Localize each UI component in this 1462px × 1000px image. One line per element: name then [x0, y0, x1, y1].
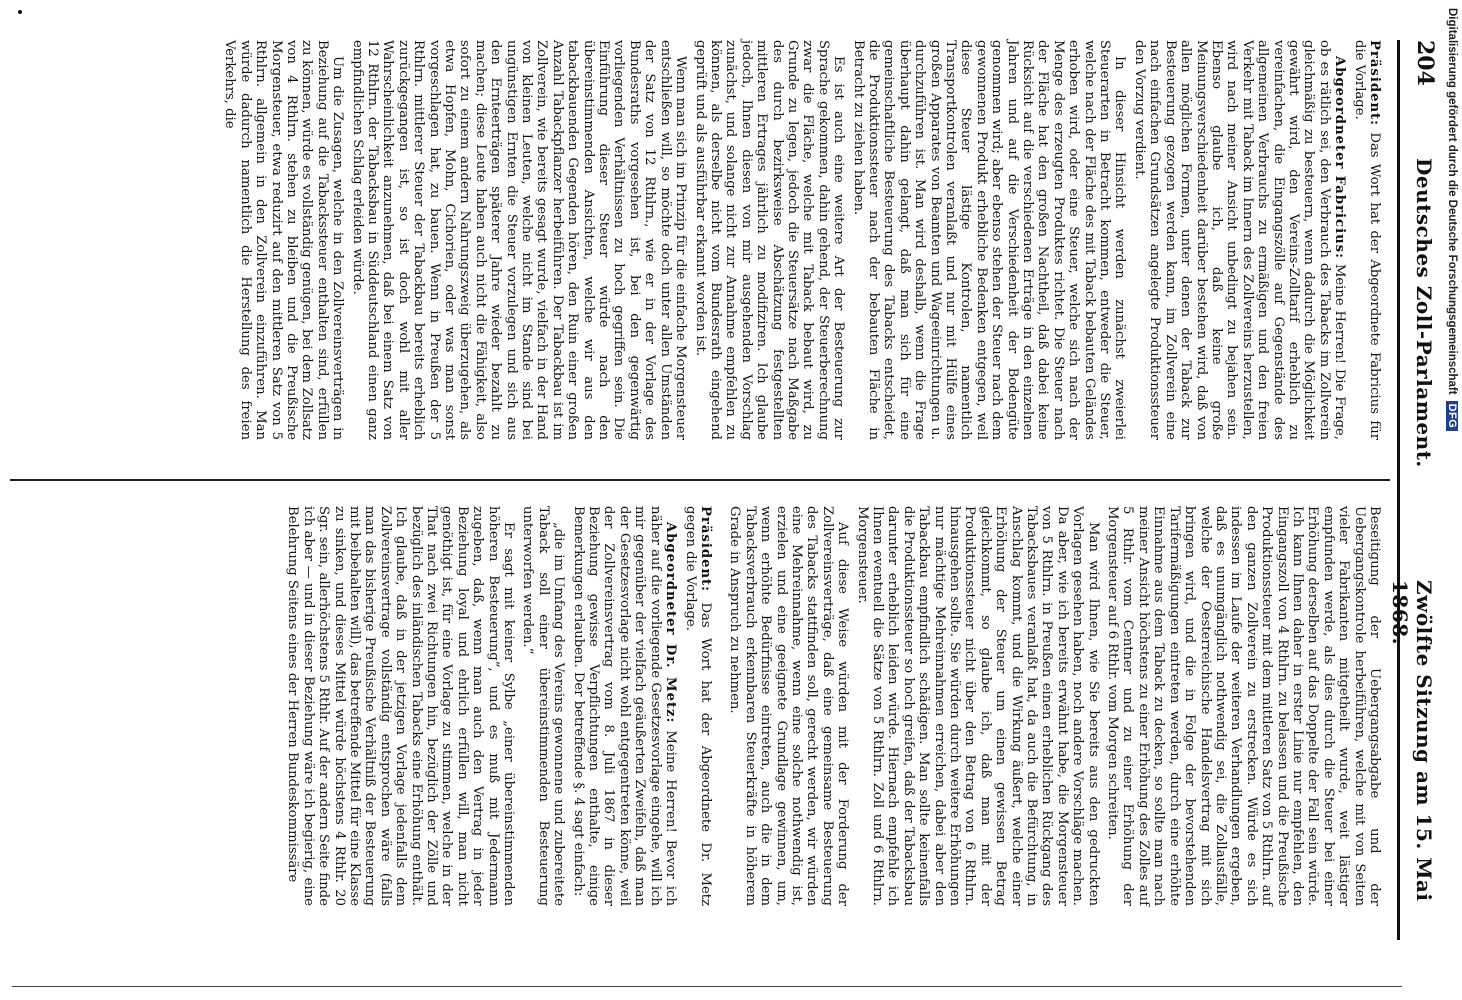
paragraph-text: Beseitigung der Uebergangsabgabe und der Uebergangskontrole herbeiführen, welche mit von Seiten vieler Fabrikanten mitgetheilt wurde, weit lästiger empfunden werde, als dies durch die Steuer bei einer Erhöhung derselben auf das Doppelte der Fall sein würde. Ich kann Ihnen daher in erster Linie nur empfehlen, den Eingangszoll von 4 Rthlrn. zu belassen und die Preußische Produktionssteuer mit dem mittleren Satz von 5 Rthlrn. auf den ganzen Zollverein zu erstrecken. Würde es sich indessen im Laufe der weiteren Verhandlungen ergeben, daß es unumgänglich nothwendig sei, die Zollausfälle, welche der Oesterreichische Handelsvertrag mit sich bringen wird, und die in Folge der bevorstehenden Tarifermäßigungen eintreten werden, durch eine erhöhte Einnahme aus dem Taback zu decken, so sollte man nach meiner Ansicht höchstens zu einer Erhöhung des Zolles auf 5 Rthlr. vom Centner und zu einer Erhöhung der Morgensteuer auf 6 Rthlr. vom Morgen schreiten.: [1105, 506, 1382, 906]
paragraph: [692, 40, 846, 440]
publication-title: Deutsches Zoll-Parlament.: [1412, 158, 1436, 468]
paragraph-text: Wenn man sich im Prinzip für die einfache Morgensteuer entschließen will, so möchte doch unter allen Umständen der Satz von 12 Rthlrn., wie er in der Vorlage des Bundesraths vorgesehen ist, bei den gegenwärtig vorliegenden Verhältnissen zu hoch gegriffen sein. Die Einführung dieser Steuer würde nach den übereinstimmenden Ansichten, welche wir aus den tabackbauenden Gegenden hören, den Ruin einer großen Anzahl Tabackpflanzer herbeiführen. Der Tabackbau ist im Zollverein, wie bereits gesagt wurde, vielfach in der Hand von kleinen Leuten, welche nicht im Stande sind bei ungünstigen Ernten die Steuer vorzulegen und sich aus den Ernteerträgen späterer Jahre wieder bezahlt zu machen; diese Leute haben auch nicht die Fähigkeit, also sofort zu einem andern Nahrungszweig überzugehen, als etwa Hopfen, Mohn, Cichorien, oder was man sonst vorgeschlagen hat, zu bauen. Wenn in Preußen der 5 Rthlrn. mittlerer Steuer der Tabackbau bereits erheblich zurückgegangen ist, so ist doch wohl mit aller Wahrscheinlichkeit anzunehmen, daß bei einem Satz von 12 Rthlrn. der Tabacksbau in Süddeutschland einen ganz empfindlichen Schlag erleiden würde.: [349, 40, 689, 440]
left-text-column: [218, 40, 1382, 440]
paragraph-text: Man wird Ihnen, wie Sie bereits aus den gedruckten Vorlagen gesehen haben, noch andere Vorschläge machen. Da aber, wie ich bereits erwähnt habe, die Morgensteuer von 5 Rthlrn. in Preußen einen erheblichen Rückgang des Tabacksbaues veranlaßt hat, da auch die Befürchtung, in Anschlag kommt, und die Wirkung äußert, welche einer Erhöhung der Steuer um einen gewissen Betrag gleichkommt, so glaube ich, daß man mit der Produktionssteuer nicht über den Betrag von 6 Rthlrn. hinausgehen sollte. Sie würden durch weitere Erhöhungen nur mächtige Mehreinnahmen erreichen, dabei aber den Tabackbau empfindlich schädigen. Man sollte keinenfalls die Produktionssteuer so hoch greifen, daß der Tabacksbau darunter erheblich leiden würde. Hiernach empfehle ich Ihnen eventuell die Sätze von 5 Rthlrn. Zoll und 6 Rthlrn. Morgensteuer.: [854, 506, 1101, 906]
paragraph: [1132, 40, 1348, 440]
paragraph: [1105, 506, 1382, 906]
paragraph: [222, 40, 345, 440]
speaker-name: Abgeordneter Dr. Metz:: [663, 522, 679, 724]
paragraph-text: Meine Herren! Die Frage, ob es rätlich sei, den Verbrauch des Tabacks im Zollverein gleichmäßig zu besteuern, wenn dadurch die Möglichkeit gewährt wird, den Vereins-Zolltarif erheblich zu vereinfachen, die Eingangszölle auf Gegenstände des allgemeinen Verbrauchs zu ermäßigen und den freien Verkehr mit Taback im Innern des Zollvereins herzustellen, wird nach meiner Ansicht unbedingt zu bejahen sein. Ebenso glaube ich, daß keine große Meinungsverschiedenheit darüber bestehen wird, daß von allen möglichen Formen, unter denen der Taback zur Besteuerung gezogen werden kann, im Zollverein eine nach einfachen Grundsätzen angelegte Produktionssteuer den Vorzug verdient.: [1131, 40, 1348, 441]
quoted-text: „die im Umfang des Vereins gewonnene und zubereitete Taback soll einer übereinstimmenden Besteuerung unterworfen werden.“: [520, 506, 567, 906]
column-divider: [10, 479, 1390, 481]
right-text-column: [281, 506, 1382, 906]
paragraph-text: In dieser Hinsicht werden zunächst zweierlei Steuerarten in Betracht kommen, entweder die Steuer, welche nach der Fläche des mit Taback bebauten Geländes erhoben wird, oder eine Steuer, welche sich nach der Menge des erzeugten Produktes richtet. Die Steuer nach der Fläche hat den großen Nachtheil, daß dabei keine Rücksicht auf die verschiedenen Erträge in den einzelnen Jahren und auf die Verschiedenheit der Bodengüte genommen wird; aber ebenso stehen der Steuer nach dem gewonnenen Produkt erhebliche Bedenken entgegen, weil diese Steuer lästige Kontrolen, namentlich Transportkontrolen veranlaßt und nur mit Hülfe eines großen Apparates von Beamten und Wageeinrichtungen u. durchzuführen ist. Man wird deshalb, wenn die Frage überhaupt dahin gelangt, daß man sich für eine gemeinschaftliche Besteuerung des Tabacks entscheidet, die Produktionssteuer nach der bebauten Fläche in Betracht zu ziehen haben.: [850, 40, 1128, 440]
paragraph: [349, 40, 688, 440]
paragraph-text: Meine Herren! Bevor ich näher auf die vorliegende Gesetzesvorlage eingehe, will ich mir gegenüber der vielfach geäußerten Zweifeln, daß man der Gesetzesvorlage nicht wohl entgegentreten könne, weil der Zollvereinsvertrag vom 8. Juli 1867 in dieser Beziehung gewisse Verpflichtungen enthalte, einige Bemerkungen erlauben. Der betreffende §. 4 sagt einfach:: [570, 506, 679, 906]
paragraph: [1351, 40, 1382, 440]
paragraph: [285, 506, 516, 906]
credit-text: Digitalisierung gefördert durch die Deutsche Forschungsgemeinschaft: [1446, 8, 1458, 395]
paragraph-text: Auf diese Weise würden mit der Forderung der Zollvereinsverträge, daß eine gemeinsame Besteuerung des Tabacks stattfinden soll, gerecht werden, wir würden eine Mehreinnahme, wenn eine solche nothwendig ist, erzielen und eine geeignete Grundlage gewinnen, um, wenn erhöhte Bedürfnisse eintreten, auch die in dem Tabacksverbrauch erkennbaren Steuerkräfte in höherem Grade in Anspruch zu nehmen.: [727, 506, 851, 906]
paragraph: [570, 506, 678, 906]
paragraph-text: Es ist auch eine weitere Art der Besteuerung zur Sprache gekommen, dahin gehend, der Steuerberechnung zwar die Fläche, welche mit Taback bebaut wird, zu Grunde zu legen, jedoch die Steuersätze nach Maßgabe des durch bezirksweise Abschätzung festgestellten mittleren Ertrages jährlich zu modifiziren. Ich glaube jedoch, Ihnen diesen von mir ausgehenden Vorschlag zunächst, und solange nicht zur Annahme empfehlen zu können, als derselbe nicht vom Bundesrath eingehend geprüft und als ausführbar erkannt worden ist.: [692, 40, 847, 440]
speaker-name: Präsident:: [697, 506, 713, 593]
paragraph: [850, 40, 1127, 440]
paragraph-text: Um die Zusagen, welche in den Zollvereinsverträgen in Beziehung auf die Tabackssteuer enthalten sind, erfüllen zu können, würde es vollständig genügen, bei dem Zollsatz von 4 Rthlrn. stehen zu bleiben und die Preußische Morgensteuer, etwa reduzirt auf den mittleren Satz von 5 Rthlrn. allgemein in den Zollverein einzuführen. Man würde dadurch namentlich die Herstellung des freien Verkehrs, die: [222, 40, 346, 440]
paragraph-text: Das Wort hat der Abgeordnete Fabricius für die Vorlage.: [1351, 40, 1382, 440]
digitization-credit: [1440, 8, 1458, 568]
paragraph: [520, 506, 566, 906]
header-rule: [1397, 40, 1400, 940]
speaker-name: Präsident:: [1367, 40, 1382, 127]
page-edge-rule: [12, 986, 1402, 987]
paragraph: [727, 506, 850, 906]
margin-dot: [18, 10, 22, 14]
dfg-logo: DFG: [1446, 401, 1458, 432]
paragraph: [854, 506, 1101, 906]
paragraph-text: Er sagt mit keiner Sylbe „einer übereinstimmenden höheren Besteuerung“, und es muß mit Jedermann zugeben, daß, wenn man auch den Vertrag in jeder Beziehung loyal und ehrlich erfüllen will, man nicht genöthigt ist, für eine Vorlage zu stimmen, welche in der That nach zwei Richtungen hin, bezüglich der Zölle und bezüglich des inländischen Tabacks eine Erhöhung enthält. Ich glaube, daß in der jetzigen Vorlage jedenfalls dem Zollvereinsvertrage vollständig entsprochen wäre (falls man das bisherige Preußische Verhältniß der Besteuerung mit beibehalten will), das betreffende Mittel für eine Klasse zu sinken, und dieses Mittel würde höchstens 4 Rthlr. 20 Sgr. sein, allerhöchstens 5 Rthlr. Auf der andern Seite finde ich aber — und in dieser Beziehung wäre ich begierig, eine Belehrung Seitens eines der Herren Bundeskommissäre: [285, 506, 517, 906]
page-number: 204: [1412, 40, 1438, 86]
paragraph-text: Das Wort hat der Abgeordnete Dr. Metz gegen die Vorlage.: [682, 506, 713, 906]
speaker-name: Abgeordneter Fabricius:: [1332, 56, 1348, 259]
paragraph: [682, 506, 713, 906]
session-title: Zwölfte Sitzung am 15. Mai 1868.: [1388, 580, 1436, 902]
